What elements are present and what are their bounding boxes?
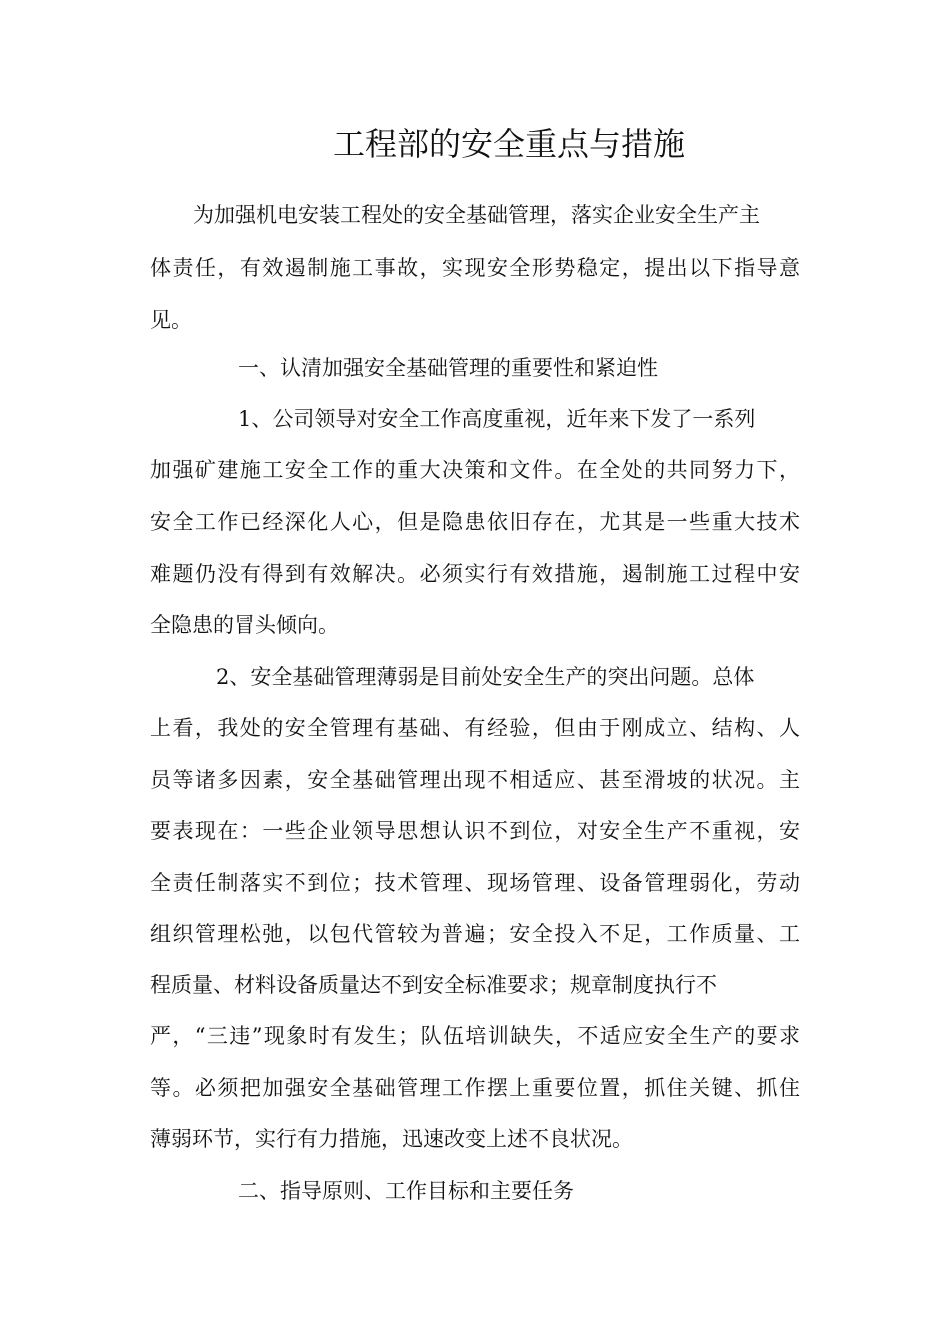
text-line: 组织管理松弛，以包代管较为普遍；安全投入不足，工作质量、工: [150, 922, 800, 946]
text-line: 见。: [150, 308, 192, 332]
text-line: 加强矿建施工安全工作的重大决策和文件。在全处的共同努力下，: [150, 458, 800, 482]
text-line: 全隐患的冒头倾向。: [150, 613, 339, 637]
text-line: 薄弱环节，实行有力措施，迅速改变上述不良状况。: [150, 1127, 633, 1151]
section-heading: 二、指导原则、工作目标和主要任务: [238, 1179, 574, 1203]
text-line: 要表现在：一些企业领导思想认识不到位，对安全生产不重视，安: [150, 819, 800, 843]
text-line: 安全工作已经深化人心，但是隐患依旧存在，尤其是一些重大技术: [150, 510, 800, 534]
text-line: 上看，我处的安全管理有基础、有经验，但由于刚成立、结构、人: [150, 716, 800, 740]
text-line: 员等诸多因素，安全基础管理出现不相适应、甚至滑坡的状况。主: [150, 768, 800, 792]
text-line: 2、安全基础管理薄弱是目前处安全生产的突出问题。总体: [216, 665, 755, 689]
text-line: 体责任，有效遏制施工事故，实现安全形势稳定，提出以下指导意: [150, 256, 800, 280]
text-line: 难题仍没有得到有效解决。必须实行有效措施，遏制施工过程中安: [150, 562, 800, 586]
text-line: 程质量、材料设备质量达不到安全标准要求；规章制度执行不: [150, 973, 717, 997]
section-heading: 一、认清加强安全基础管理的重要性和紧迫性: [238, 356, 658, 380]
text-line: 全责任制落实不到位；技术管理、现场管理、设备管理弱化，劳动: [150, 871, 800, 895]
text-line: 严，“三违”现象时有发生；队伍培训缺失，不适应安全生产的要求: [150, 1024, 800, 1048]
text-line: 1、公司领导对安全工作高度重视，近年来下发了一系列: [238, 407, 756, 431]
text-line: 等。必须把加强安全基础管理工作摆上重要位置，抓住关键、抓住: [150, 1076, 800, 1100]
text-line: 为加强机电安装工程处的安全基础管理，落实企业安全生产主: [193, 203, 760, 227]
document-title: 工程部的安全重点与措施: [332, 125, 685, 163]
